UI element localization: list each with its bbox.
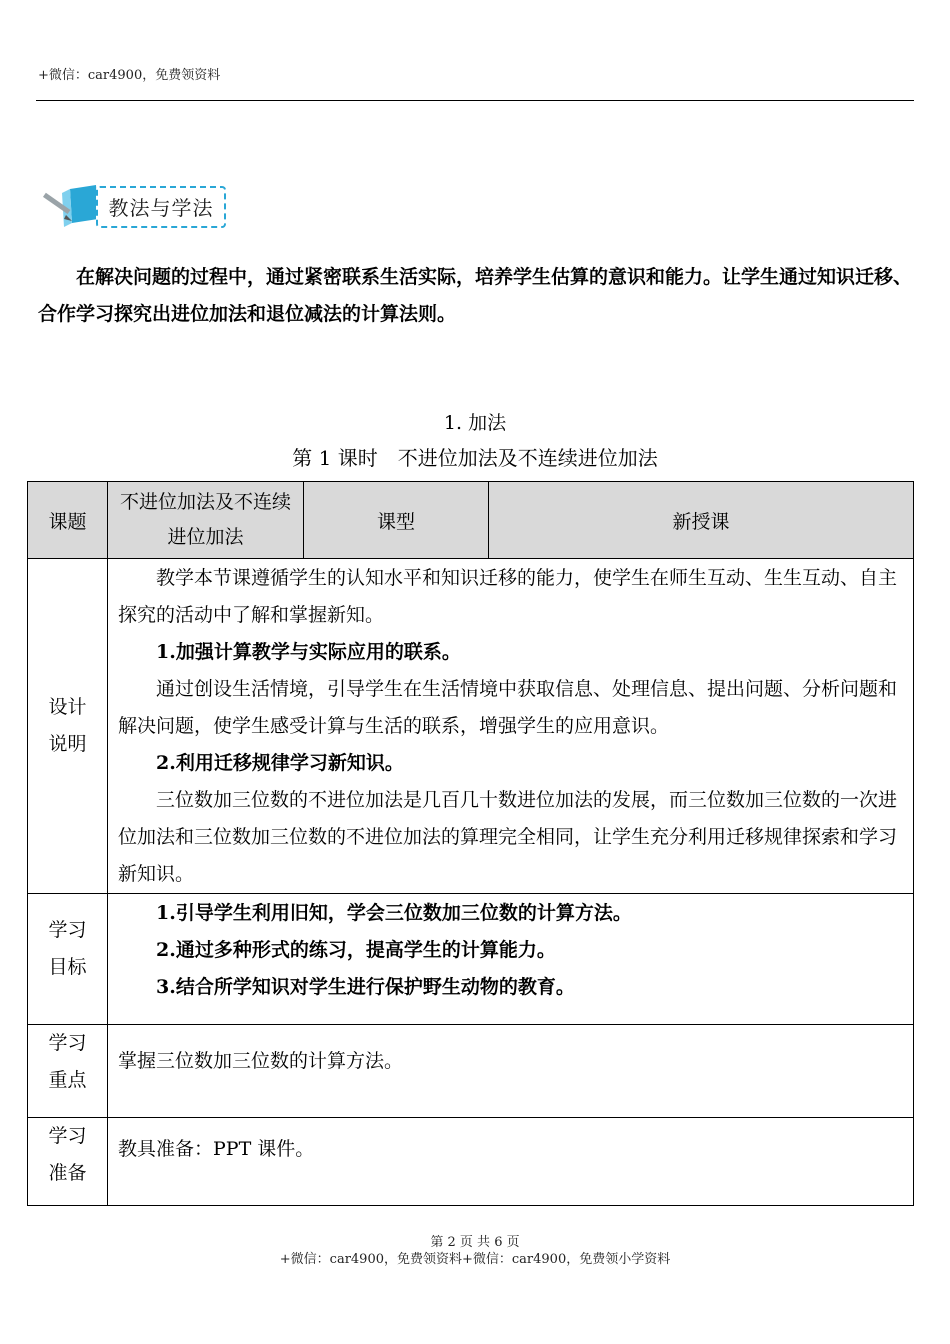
header-note: +微信：car4900，免费领资料	[38, 68, 221, 83]
preparation-content: 教具准备：PPT 课件。	[108, 1118, 914, 1206]
intro-paragraph: 在解决问题的过程中，通过紧密联系生活实际，培养学生估算的意识和能力。让学生通过知识迁移、合作学习探究出进位加法和退位减法的计算法则。	[38, 266, 913, 325]
design-point: 1.加强计算教学与实际应用的联系。	[156, 640, 461, 663]
design-row	[28, 559, 914, 894]
goal-item: 2.通过多种形式的练习，提高学生的计算能力。	[156, 939, 556, 961]
design-label: 设计 说明	[28, 559, 108, 894]
design-content	[108, 559, 914, 894]
key-points-row	[28, 1025, 914, 1118]
book-pen-icon	[40, 183, 102, 229]
goal-item: 3.结合所学知识对学生进行保护野生动物的教育。	[156, 976, 575, 998]
page-number: 第 2 页 共 6 页	[430, 1235, 520, 1250]
goals-label: 学习 目标	[28, 894, 108, 1025]
type-label: 课型	[304, 482, 489, 559]
key-points-label: 学习 重点	[28, 1025, 108, 1118]
lesson-plan-table	[27, 481, 914, 1206]
design-point: 2.利用迁移规律学习新知识。	[156, 751, 404, 774]
preparation-row	[28, 1118, 914, 1206]
goals-row	[28, 894, 914, 1025]
table-header-row	[28, 482, 914, 559]
type-value: 新授课	[489, 482, 914, 559]
key-points-content: 掌握三位数加三位数的计算方法。	[108, 1025, 914, 1118]
lesson-title: 第 1 课时 不进位加法及不连续进位加法	[292, 446, 658, 470]
badge-label: 教法与学法	[108, 196, 214, 220]
goal-item: 1.引导学生利用旧知，学会三位数加三位数的计算方法。	[156, 902, 632, 924]
preparation-label: 学习 准备	[28, 1118, 108, 1206]
design-paragraph: 三位数加三位数的不进位加法是几百几十数进位加法的发展，而三位数加三位数的一次进位加法和三位数加三位数的不进位加法的算理完全相同，让学生充分利用迁移规律探索和学习新知识。	[118, 788, 898, 885]
section-title: 1. 加法	[443, 412, 507, 434]
footer-note: +微信：car4900，免费领资料+微信：car4900，免费领小学资料	[279, 1252, 671, 1267]
section-badge	[40, 183, 226, 229]
goals-content	[108, 894, 914, 1025]
design-paragraph: 教学本节课遵循学生的认知水平和知识迁移的能力，使学生在师生互动、生生互动、自主探究的活动中了解和掌握新知。	[118, 566, 898, 626]
topic-value: 不进位加法及不连续进位加法	[108, 482, 304, 559]
design-paragraph: 通过创设生活情境，引导学生在生活情境中获取信息、处理信息、提出问题、分析问题和解决问题，使学生感受计算与生活的联系，增强学生的应用意识。	[118, 677, 898, 737]
topic-label: 课题	[28, 482, 108, 559]
header-divider	[36, 100, 914, 101]
